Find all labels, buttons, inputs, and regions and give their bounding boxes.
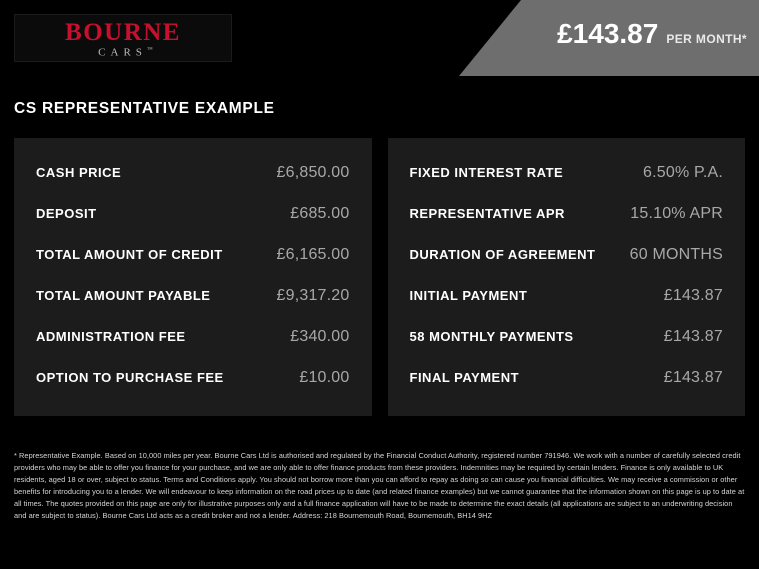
row-label: REPRESENTATIVE APR xyxy=(409,206,565,221)
finance-panel-right xyxy=(388,138,746,416)
row-label: TOTAL AMOUNT PAYABLE xyxy=(36,288,211,303)
finance-panel-left xyxy=(14,138,372,416)
row-label: OPTION TO PURCHASE FEE xyxy=(36,370,224,385)
row-label: FINAL PAYMENT xyxy=(409,370,520,385)
row-value: £9,317.20 xyxy=(276,287,350,304)
row-value: £340.00 xyxy=(290,328,350,345)
row-value: £143.87 xyxy=(663,369,723,386)
table-row xyxy=(410,361,724,402)
monthly-price-amount: £143.87 xyxy=(557,18,659,49)
row-label: DURATION OF AGREEMENT xyxy=(409,247,596,262)
table-row xyxy=(36,279,350,320)
row-label: FIXED INTEREST RATE xyxy=(409,165,564,180)
table-row xyxy=(410,238,724,279)
brand-logo-primary-text: BOURNE xyxy=(65,18,181,46)
table-row xyxy=(410,197,724,238)
trademark-symbol: ™ xyxy=(146,46,153,53)
row-value: £143.87 xyxy=(663,328,723,345)
row-value: £143.87 xyxy=(663,287,723,304)
row-value: £6,165.00 xyxy=(276,246,350,263)
row-label: TOTAL AMOUNT OF CREDIT xyxy=(36,247,223,262)
page-title: CS REPRESENTATIVE EXAMPLE xyxy=(14,100,275,117)
table-row xyxy=(410,320,724,361)
row-value: £10.00 xyxy=(299,369,350,386)
table-row xyxy=(36,320,350,361)
row-label: ADMINISTRATION FEE xyxy=(36,329,186,344)
brand-logo-secondary-text xyxy=(93,47,153,59)
monthly-price-period: PER MONTH* xyxy=(666,32,747,46)
page-header xyxy=(0,0,759,76)
row-label: 58 MONTHLY PAYMENTS xyxy=(409,329,574,344)
table-row xyxy=(410,156,724,197)
table-row xyxy=(36,361,350,402)
row-label: INITIAL PAYMENT xyxy=(409,288,528,303)
table-row xyxy=(36,197,350,238)
table-row xyxy=(36,156,350,197)
row-label: DEPOSIT xyxy=(36,206,97,221)
row-label: CASH PRICE xyxy=(36,165,122,180)
row-value: £6,850.00 xyxy=(276,164,350,181)
monthly-price-block xyxy=(557,18,747,50)
row-value: £685.00 xyxy=(290,205,350,222)
row-value: 60 MONTHS xyxy=(629,246,723,263)
legal-disclaimer: * Representative Example. Based on 10,000 miles per year. Bourne Cars Ltd is authorised and regulated by the Financial Conduct Authority, registered number 791946. We work with a number of carefully selected credit providers who may be able to offer you finance for your purchase, and we are only able to offer finance products from these providers. Indemnities may be required by certain lenders. Finance is only available to UK residents, aged 18 or over, subject to status. Terms and Conditions apply. You should not borrow more than you can afford to repay as doing so can cause you financial difficulties. We may receive a commission or other benefits for introducing you to a lender. We will endeavour to keep information on the road prices up to date (and related finance examples) but we cannot guarantee that the information shown on this page is up to date at all times. The quotes provided on this page are only for illustrative purposes only and a full finance application will have to be made to determine the exact details (all applications are subject to an underwriting decision and are subject to status). Bourne Cars Ltd acts as a credit broker and not a lender. Address: 218 Bournemouth Road, Bournemouth, BH14 9HZ xyxy=(14,451,745,520)
table-row xyxy=(36,238,350,279)
finance-details-panels xyxy=(14,138,745,416)
table-row xyxy=(410,279,724,320)
row-value: 15.10% APR xyxy=(630,205,723,222)
brand-logo-secondary-label: CARS xyxy=(98,46,147,59)
row-value: 6.50% P.A. xyxy=(643,164,723,181)
brand-logo xyxy=(14,14,232,62)
